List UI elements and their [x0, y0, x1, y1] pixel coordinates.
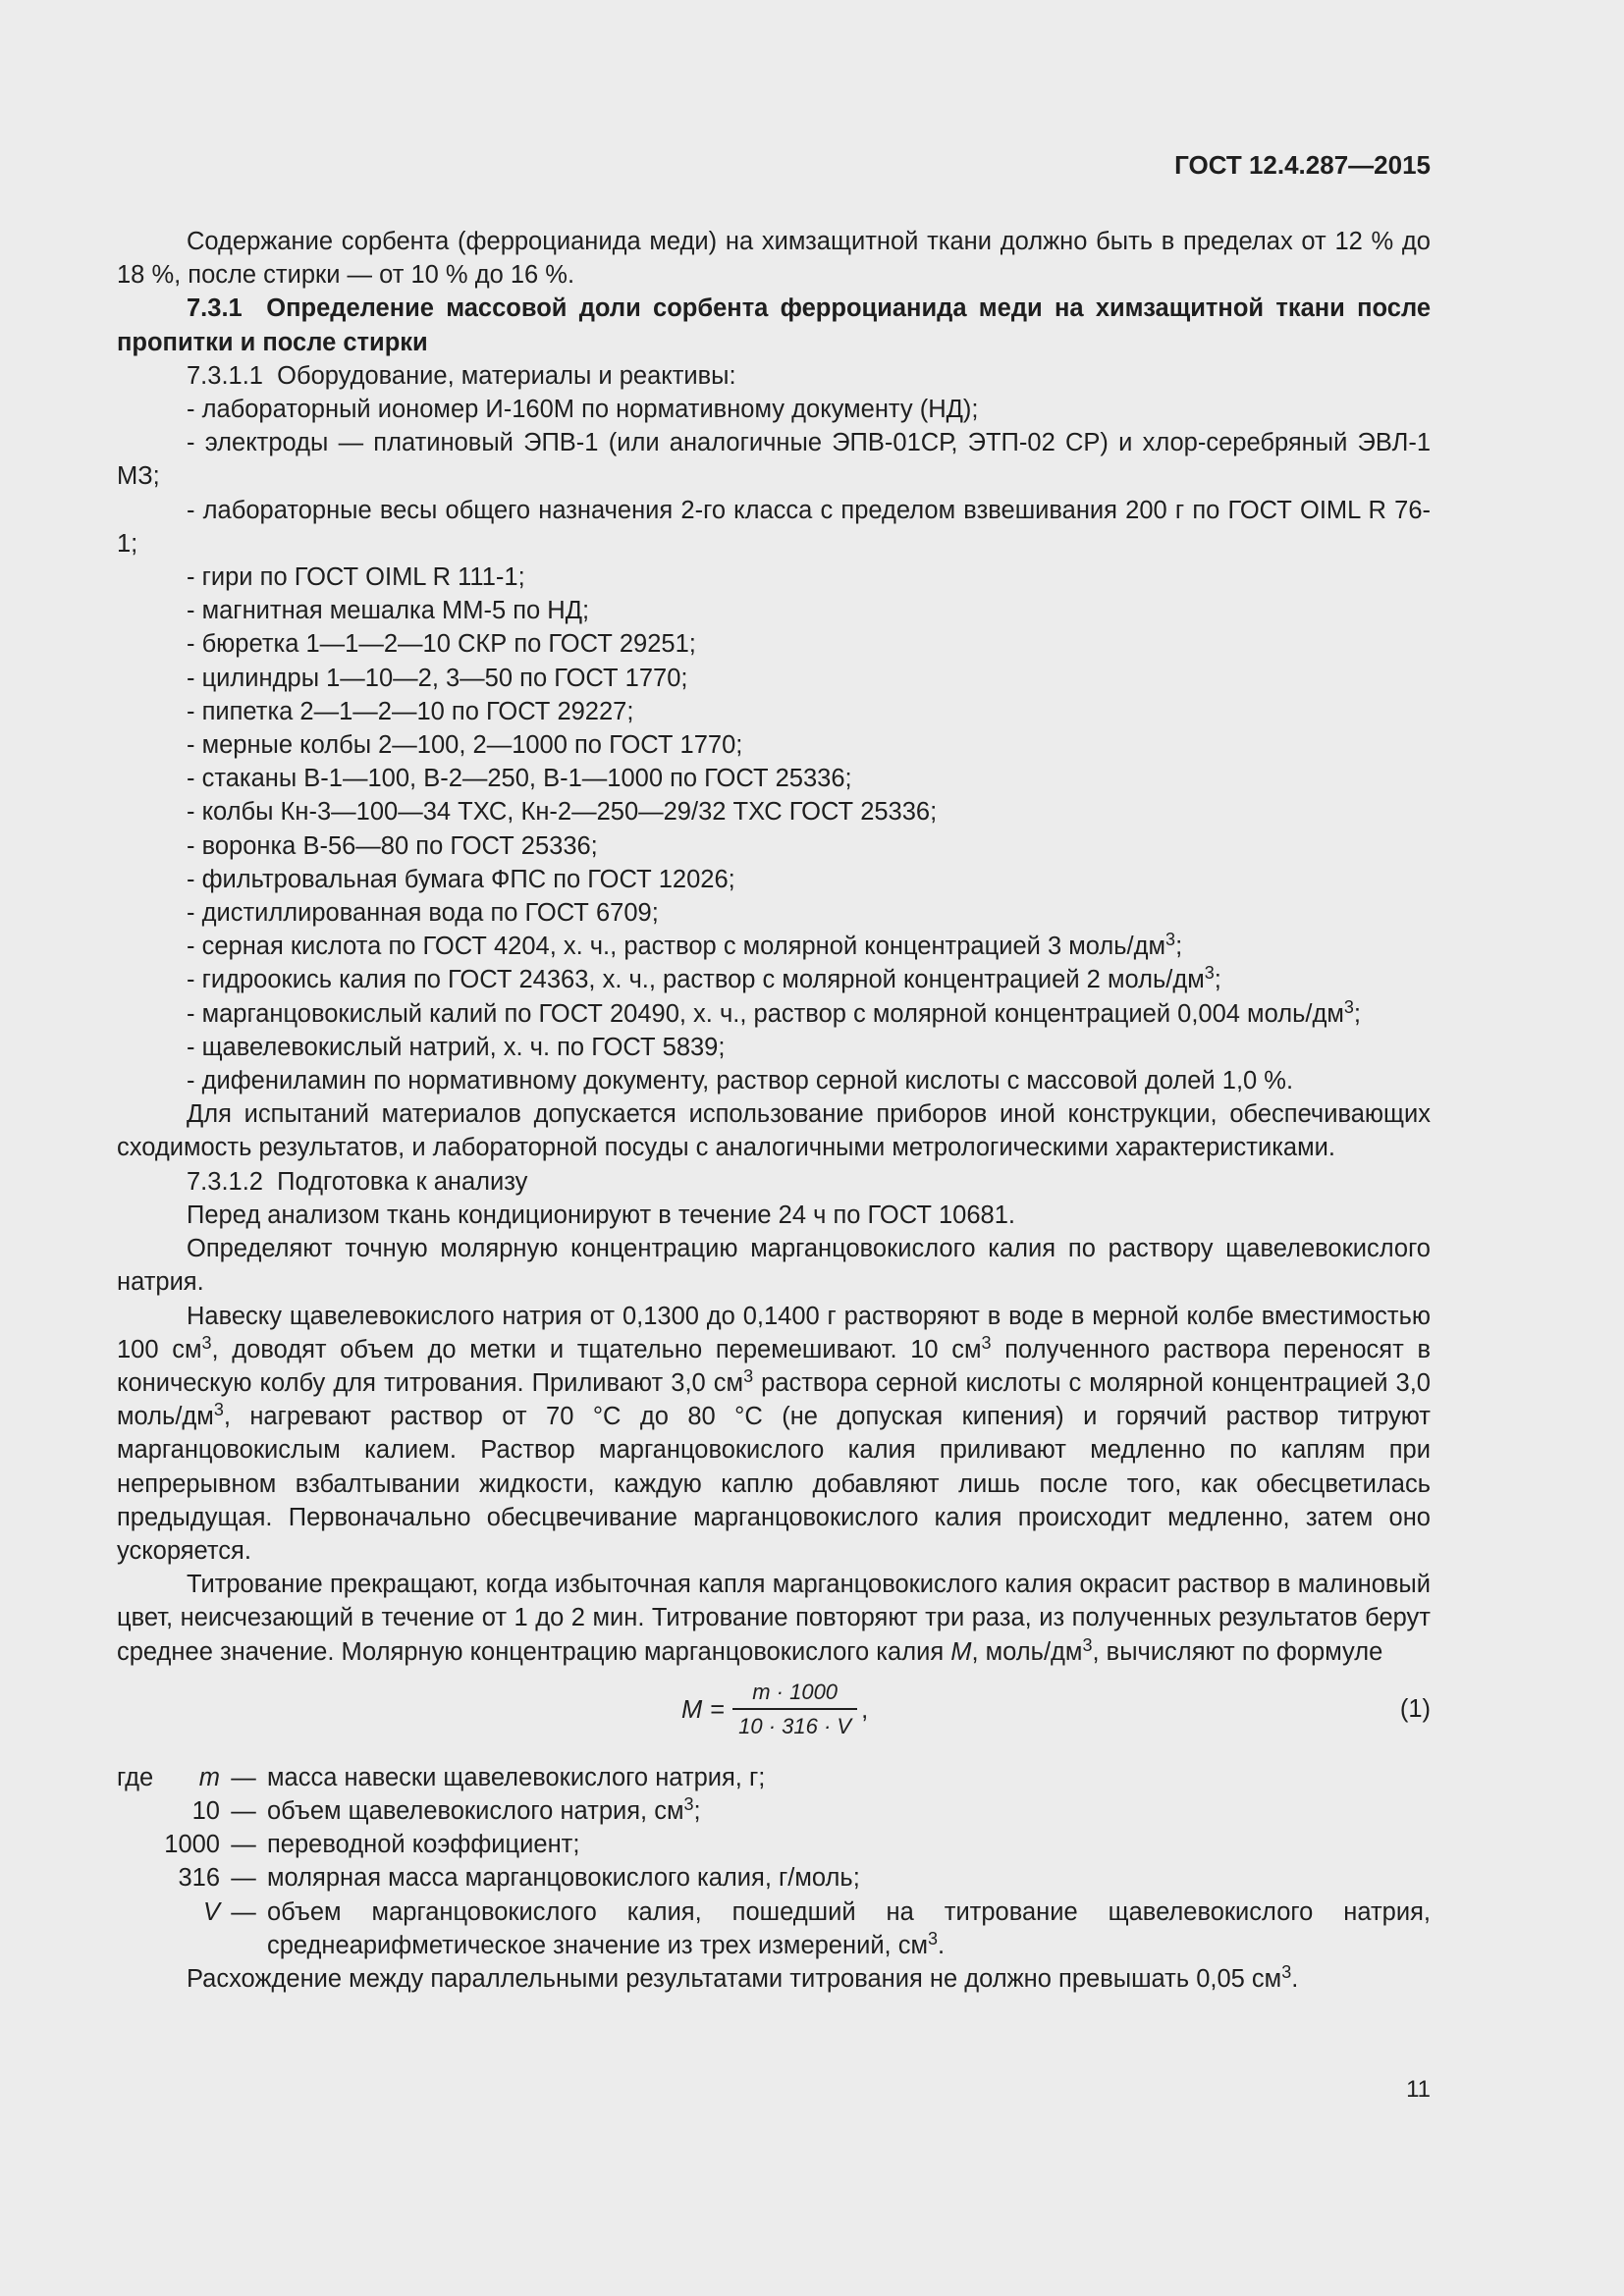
- list-item: - бюретка 1—1—2—10 СКР по ГОСТ 29251;: [187, 630, 696, 659]
- definition-symbol: V: [202, 1897, 220, 1926]
- definition-row: где m — масса навески щавелевокислого натрия, г;: [117, 1761, 1431, 1794]
- paragraph-determination: Определяют точную молярную концентрацию марганцовокислого калия по раствору щавелевокислого натрия.: [117, 1235, 1431, 1297]
- subsection-number: 7.3.1.1: [187, 361, 263, 390]
- definition-row: 316 — молярная масса марганцовокислого калия, г/моль;: [117, 1861, 1431, 1895]
- list-item: - колбы Кн-3—100—34 ТХС, Кн-2—250—29/32 ТХС ГОСТ 25336;: [187, 798, 938, 827]
- definition-row: V — объем марганцовокислого калия, пошедший на титрование щавелевокислого натрия, среднеарифметическое значение из трех измерений, $см^3$.: [117, 1896, 1431, 1962]
- section-title: Определение массовой доли сорбента ферроцианида меди на химзащитной ткани после пропитки и после стирки: [117, 294, 1432, 356]
- where-label: где: [117, 1763, 154, 1791]
- list-item: - мерные колбы 2—100, 2—1000 по ГОСТ 1770;: [187, 731, 743, 760]
- definition-text: объем щавелевокислого натрия, $см^3$;: [267, 1793, 701, 1825]
- definition-text: переводной коэффициент;: [267, 1831, 580, 1859]
- definition-symbol: m: [198, 1763, 220, 1791]
- subsection-number: 7.3.1.2: [187, 1167, 263, 1196]
- paragraph-intro: Содержание сорбента (ферроцианида меди) на химзащитной ткани должно быть в пределах от 12 % до 18 %, после стирки — от 10 % до 16 %.: [117, 228, 1431, 290]
- list-item: - магнитная мешалка ММ-5 по НД;: [187, 597, 590, 625]
- definition-row: 10 — объем щавелевокислого натрия, $см^3$;: [117, 1794, 1431, 1828]
- document-body: [117, 225, 1431, 1996]
- paragraph-weighing: Навеску щавелевокислого натрия от 0,1300 до 0,1400 г растворяют в воде в мерной колбе вместимостью 100 $см^3$, доводят объем до метки и тщательно перемешивают. 10 $см^3$ полученного раствора переносят в коническую колбу для титрования. Приливают 3,0 $см^3$ раствора серной кислоты с молярной концентрацией 3,0 моль/$дм^3$, нагревают раствор от 70 °С до 80 °С (не допуская кипения) и горячий раствор титруют марганцовокислым калием. Раствор марганцовокислого калия приливают медленно по каплям при непрерывном взбалтывании жидкости, каждую каплю добавляют лишь после того, как обесцветилась предыдущая. Первоначально обесцвечивание марганцовокислого калия происходит медленно, затем оно ускоряется.: [117, 1302, 1431, 1565]
- list-item: - лабораторный иономер И-160М по нормативному документу (НД);: [187, 396, 979, 424]
- list-item: - воронка В-56—80 по ГОСТ 25336;: [187, 831, 598, 860]
- formula-block: [117, 1671, 1431, 1755]
- definition-text: объем марганцовокислого калия, пошедший на титрование щавелевокислого натрия, среднеарифметическое значение из трех измерений, $см^3$.: [267, 1897, 1431, 1959]
- list-item: - гидроокись калия по ГОСТ 24363, х. ч., раствор с молярной концентрацией 2 моль/$дм^3$;: [187, 963, 1221, 994]
- subsection-heading-1: [117, 359, 1431, 393]
- paragraph-titration: Титрование прекращают, когда избыточная капля марганцовокислого калия окрасит раствор в малиновый цвет, неисчезающий в течение от 1 до 2 мин. Титрование повторяют три раза, из полученных результатов берут среднее значение. Молярную концентрацию марганцовокислого калия M, моль/$дм^3$, вычисляют по формуле: [117, 1571, 1431, 1666]
- definitions-list: [117, 1761, 1431, 1962]
- formula-equals: =: [710, 1695, 726, 1724]
- equation-number: (1): [1399, 1694, 1431, 1723]
- formula-lhs: M: [681, 1695, 703, 1724]
- paragraph-allowance: Для испытаний материалов допускается использование приборов иной конструкции, обеспечивающих сходимость результатов, и лабораторной посуды с аналогичными метрологическими характеристиками.: [117, 1100, 1431, 1162]
- formula-comma: ,: [861, 1695, 869, 1724]
- definition-row: 1000 — переводной коэффициент;: [117, 1828, 1431, 1861]
- list-item: - фильтровальная бумага ФПС по ГОСТ 12026;: [187, 865, 735, 893]
- list-item: - стаканы В-1—100, В-2—250, В-1—1000 по ГОСТ 25336;: [187, 765, 852, 793]
- document-header: ГОСТ 12.4.287—2015: [1174, 150, 1431, 180]
- list-item: - серная кислота по ГОСТ 4204, х. ч., раствор с молярной концентрацией 3 моль/$дм^3$;: [187, 930, 1183, 961]
- subsection-title: Подготовка к анализу: [277, 1167, 528, 1196]
- paragraph-final: Расхождение между параллельными результатами титрования не должно превышать 0,05 $см^3$.: [187, 1961, 1299, 1993]
- definition-symbol: 316: [178, 1864, 220, 1893]
- list-item: - марганцовокислый калий по ГОСТ 20490, х. ч., раствор с молярной концентрацией 0,004 моль/$дм^3$;: [187, 996, 1361, 1028]
- list-item: - лабораторные весы общего назначения 2-го класса с пределом взвешивания 200 г по ГОСТ OIML R 76-1;: [117, 496, 1431, 558]
- section-number: 7.3.1: [187, 294, 243, 323]
- list-item: - пипетка 2—1—2—10 по ГОСТ 29227;: [187, 697, 634, 725]
- section-heading: [117, 292, 1431, 358]
- formula-denominator: 10 · 316 · V: [738, 1713, 852, 1738]
- list-item: - гири по ГОСТ OIML R 111-1;: [187, 563, 525, 592]
- paragraph-conditioning: Перед анализом ткань кондиционируют в течение 24 ч по ГОСТ 10681.: [187, 1201, 1015, 1229]
- subsection-heading-2: [117, 1165, 1431, 1199]
- subsection-title: Оборудование, материалы и реактивы:: [277, 361, 736, 390]
- list-item: - электроды — платиновый ЭПВ-1 (или аналогичные ЭПВ-01СР, ЭТП-02 СР) и хлор-серебряный ЭВЛ-1 МЗ;: [117, 429, 1431, 491]
- formula-numerator: m · 1000: [752, 1679, 839, 1704]
- definition-text: молярная масса марганцовокислого калия, г/моль;: [267, 1864, 860, 1893]
- list-item: - цилиндры 1—10—2, 3—50 по ГОСТ 1770;: [187, 664, 688, 692]
- list-item: - дифениламин по нормативному документу, раствор серной кислоты с массовой долей 1,0 %.: [187, 1067, 1294, 1095]
- definition-symbol: 1000: [164, 1831, 220, 1859]
- formula-fraction: [732, 1677, 857, 1743]
- list-item: - щавелевокислый натрий, х. ч. по ГОСТ 5839;: [187, 1033, 726, 1061]
- page-number: 11: [1406, 2076, 1431, 2103]
- formula: [681, 1671, 868, 1749]
- list-item: - дистиллированная вода по ГОСТ 6709;: [187, 899, 659, 928]
- definition-text: масса навески щавелевокислого натрия, г;: [267, 1763, 766, 1791]
- definition-symbol: 10: [191, 1796, 220, 1825]
